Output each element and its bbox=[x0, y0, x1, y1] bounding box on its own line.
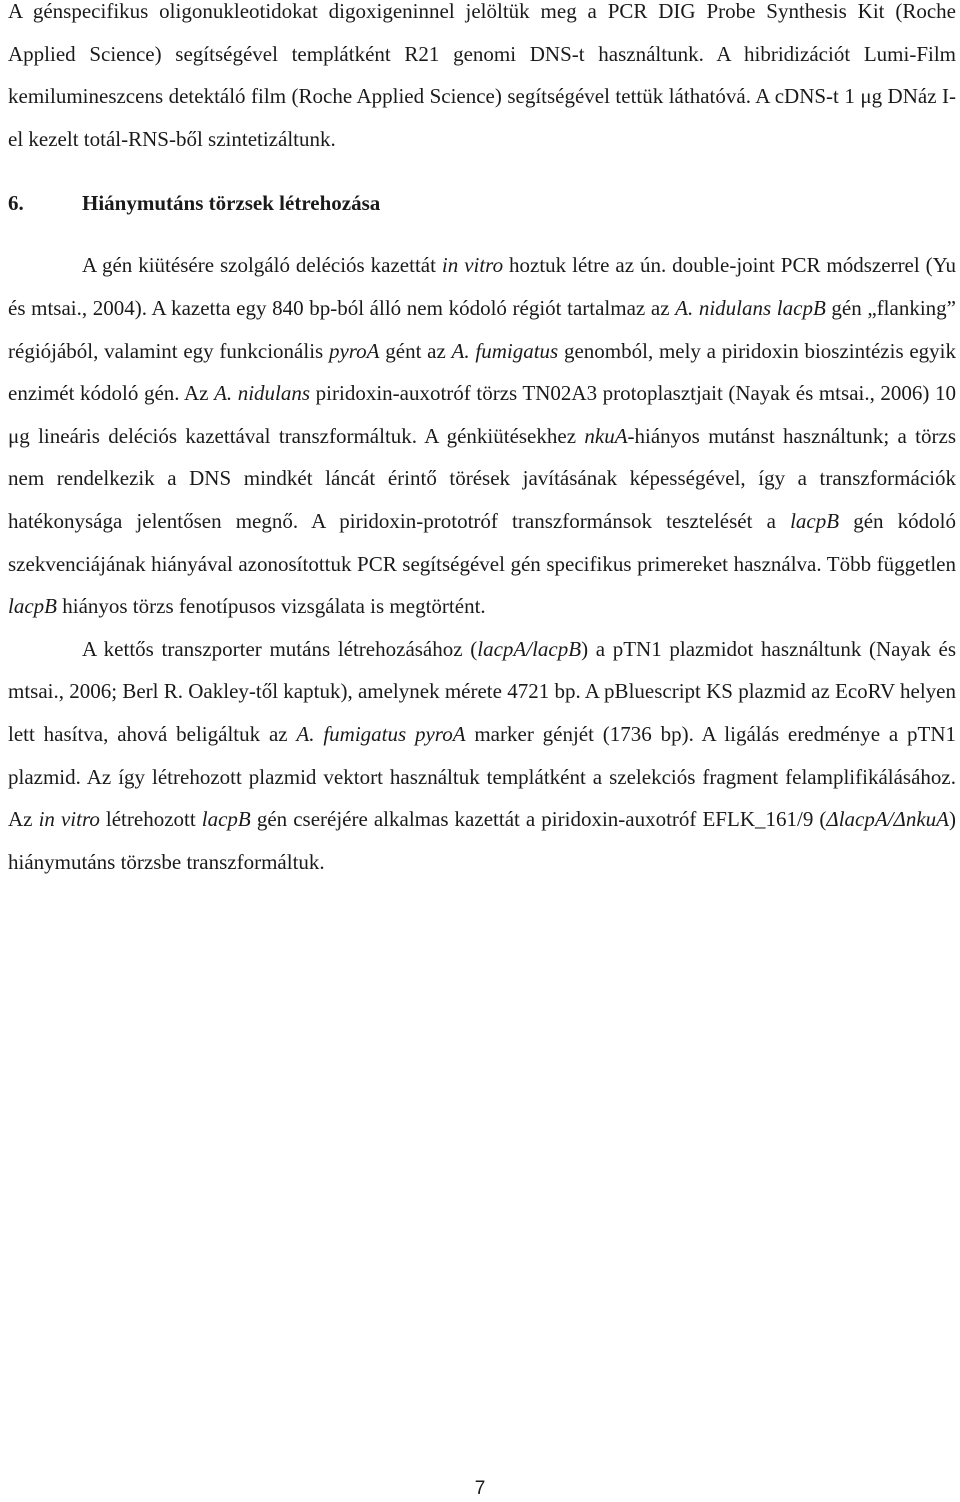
italic-term: A. fumigatus pyroA bbox=[296, 721, 466, 746]
italic-term: nkuA bbox=[584, 423, 628, 448]
italic-term: pyroA bbox=[328, 338, 380, 363]
section-number: 6. bbox=[8, 191, 24, 216]
italic-term: in vitro bbox=[38, 807, 100, 832]
text-run: gén „flanking” régiójából, valamint egy funkcionális bbox=[8, 295, 956, 363]
italic-term: ΔlacpA/ΔnkuA bbox=[826, 807, 949, 832]
page-number: 7 bbox=[474, 1478, 486, 1499]
text-run: A gén kiütésére szolgáló deléciós kazettát bbox=[82, 253, 442, 278]
text-run: A kettős transzporter mutáns létrehozásához ( bbox=[82, 636, 478, 661]
italic-term: in vitro bbox=[441, 253, 504, 278]
italic-term: lacpB bbox=[790, 508, 840, 533]
text-run: ) hiánymutáns törzsbe transzformáltuk. bbox=[8, 807, 956, 874]
italic-term: A. nidulans bbox=[214, 381, 311, 406]
paragraph-double-mutant bbox=[8, 628, 956, 884]
document-page bbox=[8, 0, 956, 883]
text-run: gént az bbox=[379, 338, 452, 363]
italic-term: A. fumigatus bbox=[451, 338, 559, 363]
text-run: hiányos törzs fenotípusos vizsgálata is megtörtént. bbox=[56, 594, 486, 619]
text-run: piridoxin-auxotróf törzs TN02A3 protoplasztjait (Nayak és mtsai., 2006) 10 μg lineáris deléciós kazettával transzformáltuk. A génkiütésekhez bbox=[8, 381, 957, 448]
text-run: ) a pTN1 plazmidot használtunk (Nayak és mtsai., 2006; Berl R. Oakley-től kaptuk), amelynek mérete 4721 bp. A pBluescript KS plazmid az EcoRV helyen lett hasítva, ahová beligáltuk az bbox=[8, 636, 956, 746]
text-run: gén kódoló szekvenciájának hiányával azonosítottuk PCR segítségével gén specifikus primereket használva. Több független bbox=[8, 508, 956, 576]
text-run: hoztuk létre az ún. double-joint PCR módszerrel (Yu és mtsai., 2004). A kazetta egy 840 bp-ból álló nem kódoló régiót tartalmaz az bbox=[8, 253, 956, 320]
paragraph-intro bbox=[8, 0, 956, 160]
text-run: A génspecifikus oligonukleotidokat digoxigeninnel jelöltük meg a PCR DIG Probe Synthesis Kit (Roche Applied Science) segítségével templátként R21 genomi DNS-t használtunk. A hibridizációt Lumi-Film kemilumineszcens detektáló film (Roche Applied Science) segítségével tettük láthatóvá. A cDNS-t 1 μg DNáz I-el kezelt totál-RNS-ből szintetizáltunk. bbox=[8, 0, 956, 151]
italic-term: lacpB bbox=[201, 807, 251, 832]
text-run: létrehozott bbox=[99, 807, 202, 832]
text-run: genomból, mely a piridoxin bioszintézis egyik enzimét kódoló gén. Az bbox=[8, 338, 957, 406]
text-run: gén cseréjére alkalmas kazettát a piridoxin-auxotróf EFLK_161/9 ( bbox=[250, 807, 827, 832]
text-run: -hiányos mutánst használtunk; a törzs nem rendelkezik a DNS mindkét láncát érintő törések javításának képességével, így a transzformációk hatékonysága jelentősen megnő. A piridoxin-prototróf transzformánsok tesztelését a bbox=[8, 423, 956, 533]
section-title: Hiánymutáns törzsek létrehozása bbox=[82, 191, 381, 216]
italic-term: lacpA/lacpB bbox=[477, 636, 582, 661]
italic-term: lacpB bbox=[8, 594, 57, 619]
italic-term: A. nidulans lacpB bbox=[675, 295, 826, 320]
paragraph-deletion-cassette bbox=[8, 244, 956, 627]
text-run: marker génjét (1736 bp). A ligálás eredménye a pTN1 plazmid. Az így létrehozott plazmid vektort használtuk templátként a szelekciós fragment felamplifikálásához. Az bbox=[8, 721, 956, 832]
section-heading bbox=[8, 182, 956, 224]
